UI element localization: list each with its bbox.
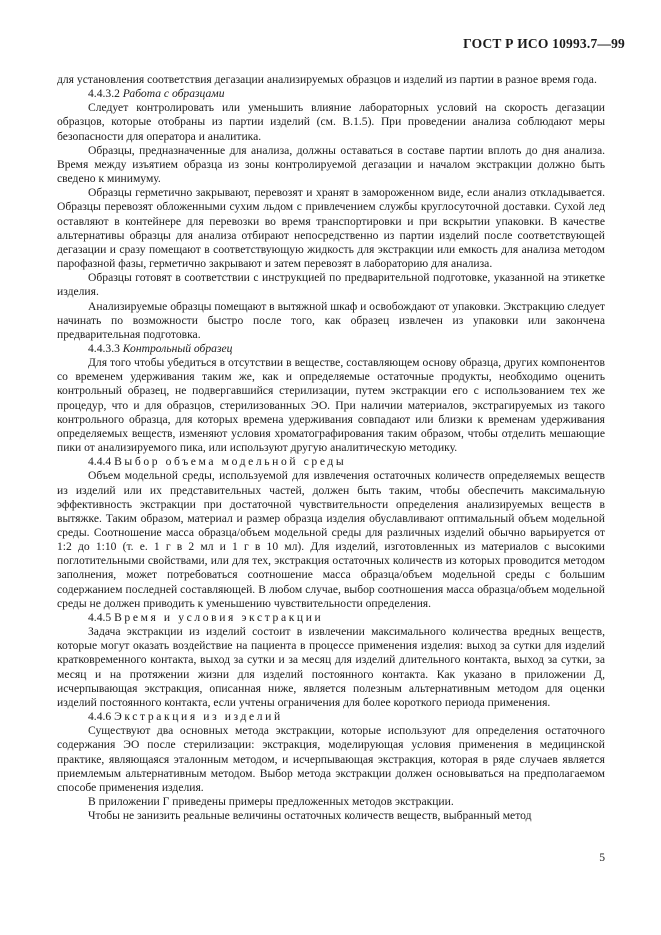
paragraph: Задача экстракции из изделий состоит в извлечении максимального количества вредных веществ, которые могут оказать воздействие на пациента в процессе применения изделия: выход за сутки для изделий кратковременного контакта, выход за сутки и за месяц для изделий длительного контакта, выход за сутки, за месяц и на протяжении жизни для изделий постоянного контакта. Как указано в приложении Д, исчерпывающая экстракция, описанная ниже, является полезным альтернативным методом для оценки изделий постоянного контакта, если учтены ограничения для более короткого периода применения. [57,625,605,709]
paragraph: Для того чтобы убедиться в отсутствии в веществе, составляющем основу образца, других компонентов со временем удерживания таким же, как и определяемые остаточные продукты, необходимо оценить контрольный образец, не подвергавшийся стерилизации, путем экстракции его с использованием тех же процедур, что и для образцов, стерилизованных ЭО. При наличии материалов, экстрагируемых из такого контрольного образца, для которых времена удерживания совпадают или близки к временам удерживания определяемых веществ, изменяют условия хроматографирования таким образом, чтобы отделить мешающие пики от анализируемого пика, или используют другую аналитическую методику. [57,356,605,455]
paragraph: Объем модельной среды, используемой для извлечения остаточных количеств определяемых веществ из изделий или их представительных частей, должен быть таким, чтобы обеспечить максимальную эффективность экстракции при достаточной чувствительности определения анализируемых веществ в вытяжке. Таким образом, материал и размер образца изделия обуславливают оптимальный объем модельной среды. Соотношение масса образца/объем модельной среды для различных изделий обычно варьируется от 1:2 до 1:10 (т. е. 1 г в 2 мл и 1 г в 10 мл). Для изделий, изготовленных из материалов с высокими поглотительными свойствами, или для тех, экстракция остаточных количеств из которых проводится методом заполнения, может потребоваться соотношение масса образца/объем модельной среды с большим содержанием последней составляющей. В любом случае, выбор соотношения масса образца/объем модельной среды не должен приводить к уменьшению чувствительности определения. [57,469,605,610]
section-title: Выбор объема модельной среды [114,455,347,469]
paragraph: Следует контролировать или уменьшить влияние лабораторных условий на скорость дегазации образцов, которые отобраны из партии изделий (см. В.1.5). При проведении анализа соблюдают меры безопасности для оператора и аналитика. [57,101,605,143]
section-number: 4.4.6 [88,710,112,724]
document-body [57,73,605,823]
section-heading [57,611,605,625]
paragraph: для установления соответствия дегазации анализируемых образцов и изделий из партии в разное время года. [57,73,597,86]
section-number: 4.4.5 [88,610,112,624]
subsection-heading [57,87,605,101]
section-title: Экстракция из изделий [114,710,283,724]
paragraph: Образцы, предназначенные для анализа, должны оставаться в составе партии вплоть до дня анализа. Время между изъятием образца из зоны контролируемой дегазации и началом экстракции должно быть сведено к минимуму. [57,143,605,186]
document-header: ГОСТ Р ИСО 10993.7—99 [463,36,625,51]
paragraph: Чтобы не занизить реальные величины остаточных количеств веществ, выбранный метод [88,809,532,823]
subsection-title: Контрольный образец [122,341,233,355]
subsection-number: 4.4.3.3 [88,341,120,355]
section-heading [57,455,605,469]
page-number: 5 [599,851,605,864]
paragraph: Образцы герметично закрывают, перевозят и хранят в замороженном виде, если анализ откладывается. Образцы перевозят обложенными сухим льдом с привлечением службы круглосуточной доставки. Сухой лед оставляют в контейнере для перевозки во время транспортировки и при вскрытии упаковки. В качестве альтернативы образцы для анализа отбирают непосредственно из партии изделий после соответствующей дегазации и сразу помещают в соответствующую жидкость для экстракции или емкость для анализа методом парофазной фазы, герметично закрывают и затем перевозят в лабораторию для анализа. [57,186,605,271]
paragraph: Анализируемые образцы помещают в вытяжной шкаф и освобождают от упаковки. Экстракцию следует начинать по возможности быстро после того, как образец извлечен из упаковки или закончена предварительная подготовка. [57,299,605,341]
section-number: 4.4.4 [88,455,112,469]
section-title: Время и условия экстракции [114,610,324,624]
subsection-heading [57,342,605,356]
subsection-number: 4.4.3.2 [88,87,120,101]
paragraph: Образцы готовят в соответствии с инструкцией по предварительной подготовке, указанной на этикетке изделия. [57,271,605,299]
paragraph: Существуют два основных метода экстракции, которые используют для определения остаточного содержания ЭО после стерилизации: экстракция, моделирующая условия применения в медицинской практике, являющаяся эталонным методом, и исчерпывающая экстракция, которая в ряде случаев является приемлемым альтернативным методом. Выбор метода экстракции должен основываться на предполагаемом способе применения изделия. [57,724,605,794]
paragraph: В приложении Г приведены примеры предложенных методов экстракции. [88,794,454,808]
subsection-title: Работа с образцами [122,87,225,101]
section-heading [57,710,605,724]
